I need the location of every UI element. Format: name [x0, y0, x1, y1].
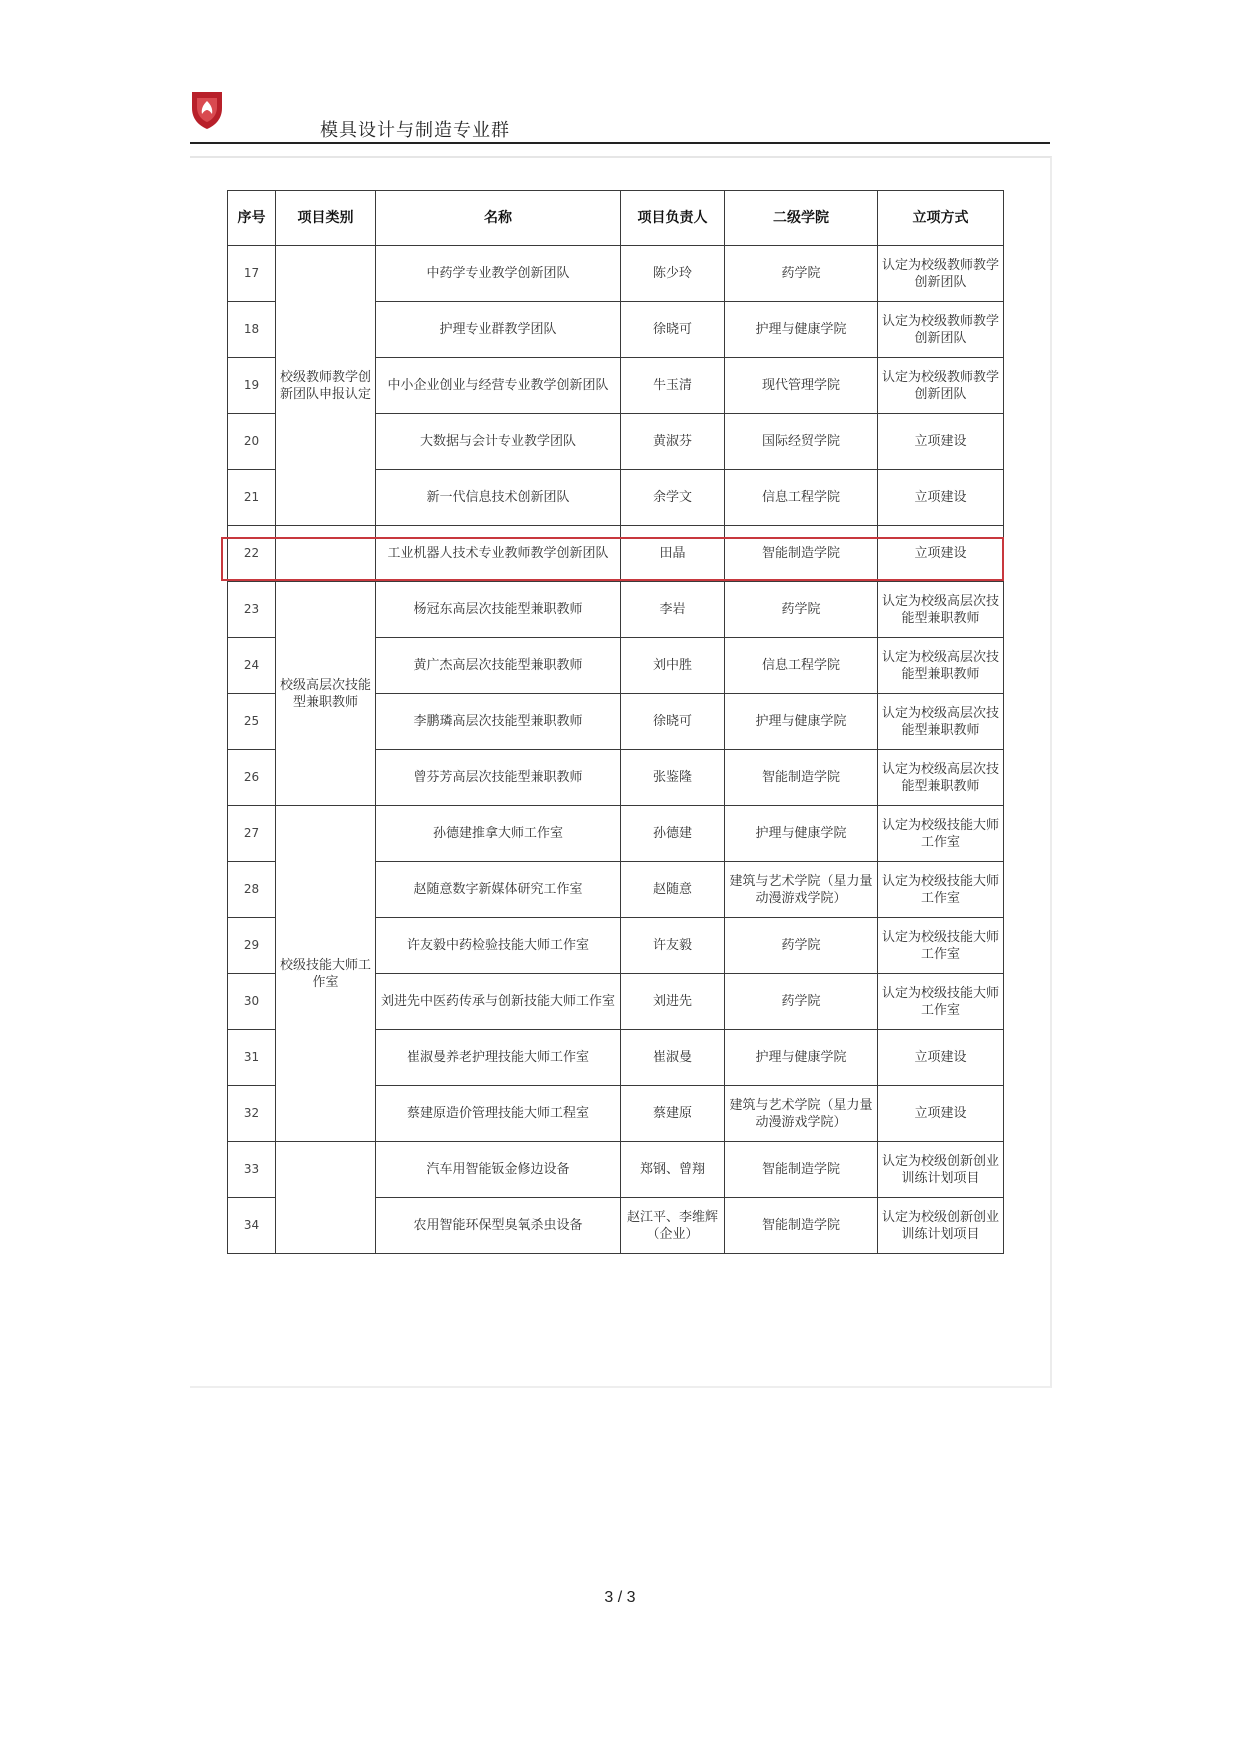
- header-group-title: 模具设计与制造专业群: [320, 120, 510, 141]
- cell-seq: 20: [228, 414, 276, 470]
- cell-seq: 30: [228, 974, 276, 1030]
- cell-mode: 认定为校级教师教学创新团队: [878, 302, 1004, 358]
- cell-name: 许友毅中药检验技能大师工作室: [376, 918, 621, 974]
- cell-category: [276, 1142, 376, 1254]
- table-row: [228, 1142, 1004, 1198]
- column-header-mode: 立项方式: [878, 191, 1004, 246]
- table-row: [228, 246, 1004, 302]
- cell-college: 药学院: [725, 582, 878, 638]
- cell-name: 工业机器人技术专业教师教学创新团队: [376, 526, 621, 582]
- cell-name: 黄广杰高层次技能型兼职教师: [376, 638, 621, 694]
- column-header-name: 名称: [376, 191, 621, 246]
- cell-category: 校级教师教学创新团队申报认定: [276, 246, 376, 526]
- cell-leader: 赵随意: [621, 862, 725, 918]
- cell-seq: 27: [228, 806, 276, 862]
- row-22-highlight-box: [221, 537, 1004, 581]
- cell-mode: 立项建设: [878, 1030, 1004, 1086]
- cell-seq: 31: [228, 1030, 276, 1086]
- page-number: 3 / 3: [604, 1589, 636, 1606]
- cell-name: 汽车用智能钣金修边设备: [376, 1142, 621, 1198]
- cell-mode: 认定为校级创新创业训练计划项目: [878, 1142, 1004, 1198]
- cell-mode: 认定为校级高层次技能型兼职教师: [878, 582, 1004, 638]
- cell-leader: 徐晓可: [621, 694, 725, 750]
- cell-mode: 认定为校级高层次技能型兼职教师: [878, 750, 1004, 806]
- cell-leader: 徐晓可: [621, 302, 725, 358]
- column-header-college: 二级学院: [725, 191, 878, 246]
- cell-name: 杨冠东高层次技能型兼职教师: [376, 582, 621, 638]
- cell-mode: 认定为校级技能大师工作室: [878, 974, 1004, 1030]
- cell-mode: 认定为校级技能大师工作室: [878, 806, 1004, 862]
- cell-mode: 认定为校级高层次技能型兼职教师: [878, 638, 1004, 694]
- cell-seq: 19: [228, 358, 276, 414]
- cell-seq: 24: [228, 638, 276, 694]
- cell-name: 曾芬芳高层次技能型兼职教师: [376, 750, 621, 806]
- cell-seq: 29: [228, 918, 276, 974]
- cell-category: 校级高层次技能型兼职教师: [276, 582, 376, 806]
- cell-leader: 孙德建: [621, 806, 725, 862]
- cell-college: 信息工程学院: [725, 470, 878, 526]
- cell-seq: 18: [228, 302, 276, 358]
- cell-mode: 认定为校级技能大师工作室: [878, 918, 1004, 974]
- cell-mode: 认定为校级创新创业训练计划项目: [878, 1198, 1004, 1254]
- cell-college: 智能制造学院: [725, 750, 878, 806]
- cell-name: 大数据与会计专业教学团队: [376, 414, 621, 470]
- document-header: [190, 90, 1050, 142]
- cell-college: 药学院: [725, 246, 878, 302]
- cell-mode: 认定为校级教师教学创新团队: [878, 358, 1004, 414]
- cell-college: 护理与健康学院: [725, 694, 878, 750]
- cell-leader: 陈少玲: [621, 246, 725, 302]
- cell-leader: 李岩: [621, 582, 725, 638]
- cell-name: 赵随意数字新媒体研究工作室: [376, 862, 621, 918]
- cell-mode: 认定为校级教师教学创新团队: [878, 246, 1004, 302]
- table-row: [228, 806, 1004, 862]
- cell-seq: 17: [228, 246, 276, 302]
- cell-leader: 崔淑曼: [621, 1030, 725, 1086]
- cell-leader: 许友毅: [621, 918, 725, 974]
- cell-name: 孙德建推拿大师工作室: [376, 806, 621, 862]
- cell-name: 崔淑曼养老护理技能大师工作室: [376, 1030, 621, 1086]
- table-row: [228, 582, 1004, 638]
- cell-seq: 21: [228, 470, 276, 526]
- cell-seq: 25: [228, 694, 276, 750]
- cell-college: 药学院: [725, 974, 878, 1030]
- cell-mode: 立项建设: [878, 526, 1004, 582]
- column-header-seq: 序号: [228, 191, 276, 246]
- cell-name: 中药学专业教学创新团队: [376, 246, 621, 302]
- cell-name: 护理专业群教学团队: [376, 302, 621, 358]
- cell-name: 蔡建原造价管理技能大师工程室: [376, 1086, 621, 1142]
- cell-college: 药学院: [725, 918, 878, 974]
- column-header-leader: 项目负责人: [621, 191, 725, 246]
- cell-college: 智能制造学院: [725, 1142, 878, 1198]
- table-header-row: [228, 191, 1004, 246]
- cell-category: 校级技能大师工作室: [276, 806, 376, 1142]
- cell-college: 现代管理学院: [725, 358, 878, 414]
- cell-college: 护理与健康学院: [725, 302, 878, 358]
- cell-college: 护理与健康学院: [725, 1030, 878, 1086]
- cell-mode: 立项建设: [878, 1086, 1004, 1142]
- cell-leader: 田晶: [621, 526, 725, 582]
- cell-seq: 22: [228, 526, 276, 582]
- cell-seq: 32: [228, 1086, 276, 1142]
- cell-seq: 33: [228, 1142, 276, 1198]
- cell-leader: 刘中胜: [621, 638, 725, 694]
- cell-name: 新一代信息技术创新团队: [376, 470, 621, 526]
- cell-college: 国际经贸学院: [725, 414, 878, 470]
- cell-college: 护理与健康学院: [725, 806, 878, 862]
- cell-seq: 34: [228, 1198, 276, 1254]
- cell-leader: 郑钢、曾翔: [621, 1142, 725, 1198]
- cell-leader: 蔡建原: [621, 1086, 725, 1142]
- cell-name: 李鹏璘高层次技能型兼职教师: [376, 694, 621, 750]
- cell-mode: 认定为校级技能大师工作室: [878, 862, 1004, 918]
- column-header-category: 项目类别: [276, 191, 376, 246]
- cell-name: 农用智能环保型臭氧杀虫设备: [376, 1198, 621, 1254]
- cell-college: 智能制造学院: [725, 526, 878, 582]
- cell-college: 建筑与艺术学院（星力量动漫游戏学院）: [725, 862, 878, 918]
- cell-leader: 牛玉清: [621, 358, 725, 414]
- cell-leader: 赵江平、李维辉（企业）: [621, 1198, 725, 1254]
- cell-college: 信息工程学院: [725, 638, 878, 694]
- cell-college: 建筑与艺术学院（星力量动漫游戏学院）: [725, 1086, 878, 1142]
- cell-seq: 23: [228, 582, 276, 638]
- project-registry-table: [227, 190, 1004, 1254]
- cell-mode: 立项建设: [878, 414, 1004, 470]
- cell-seq: 26: [228, 750, 276, 806]
- cell-leader: 张鉴隆: [621, 750, 725, 806]
- cell-leader: 刘进先: [621, 974, 725, 1030]
- cell-name: 刘进先中医药传承与创新技能大师工作室: [376, 974, 621, 1030]
- cell-name: 中小企业创业与经营专业教学创新团队: [376, 358, 621, 414]
- cell-leader: 黄淑芬: [621, 414, 725, 470]
- header-divider: [190, 142, 1050, 144]
- cell-seq: 28: [228, 862, 276, 918]
- cell-mode: 认定为校级高层次技能型兼职教师: [878, 694, 1004, 750]
- college-logo-icon: [190, 90, 224, 130]
- cell-leader: 余学文: [621, 470, 725, 526]
- cell-mode: 立项建设: [878, 470, 1004, 526]
- cell-college: 智能制造学院: [725, 1198, 878, 1254]
